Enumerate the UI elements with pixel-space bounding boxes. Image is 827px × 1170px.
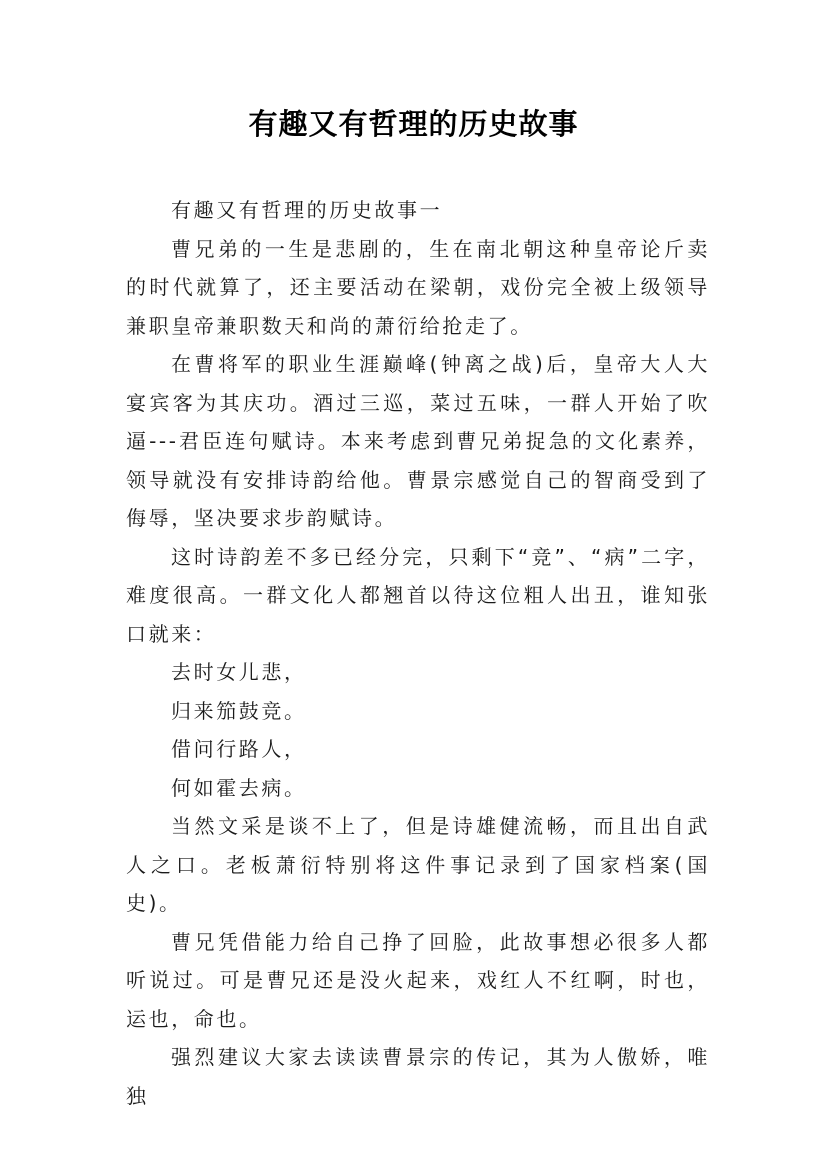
poem-line: 何如霍去病。 xyxy=(171,775,307,800)
poem-line: 去时女儿悲， xyxy=(171,660,307,684)
document-title: 有趣又有哲理的历史故事 xyxy=(248,107,579,141)
poem-line: 归来笳鼓竞。 xyxy=(171,698,307,723)
body-paragraph: 当然文采是谈不上了，但是诗雄健流畅，而且出自武人之口。老板萧衍特别将这件事记录到了国家档案(国史)。 xyxy=(126,814,710,915)
poem-line: 借问行路人， xyxy=(171,737,307,761)
body-paragraph: 在曹将军的职业生涯巅峰(钟离之战)后，皇帝大人大宴宾客为其庆功。酒过三巡，菜过五味，一群人开始了吹逼---君臣连句赋诗。本来考虑到曹兄弟捉急的文化素养，领导就没有安排诗韵给他。曹景宗感觉自己的智商受到了侮辱，坚决要求步韵赋诗。 xyxy=(126,352,710,530)
body-paragraph: 这时诗韵差不多已经分完，只剩下“竞”、“病”二字，难度很高。一群文化人都翘首以待这位粗人出丑，谁知张口就来： xyxy=(126,544,710,646)
document-body xyxy=(126,191,710,1115)
body-paragraph: 强烈建议大家去读读曹景宗的传记，其为人傲娇，唯独 xyxy=(126,1045,710,1108)
body-paragraph: 曹兄弟的一生是悲剧的，生在南北朝这种皇帝论斤卖的时代就算了，还主要活动在梁朝，戏份完全被上级领导兼职皇帝兼职数天和尚的萧衍给抢走了。 xyxy=(126,236,710,338)
body-paragraph: 曹兄凭借能力给自己挣了回脸，此故事想必很多人都听说过。可是曹兄还是没火起来，戏红人不红啊，时也，运也，命也。 xyxy=(126,929,710,1031)
subtitle-paragraph: 有趣又有哲理的历史故事一 xyxy=(171,198,443,222)
